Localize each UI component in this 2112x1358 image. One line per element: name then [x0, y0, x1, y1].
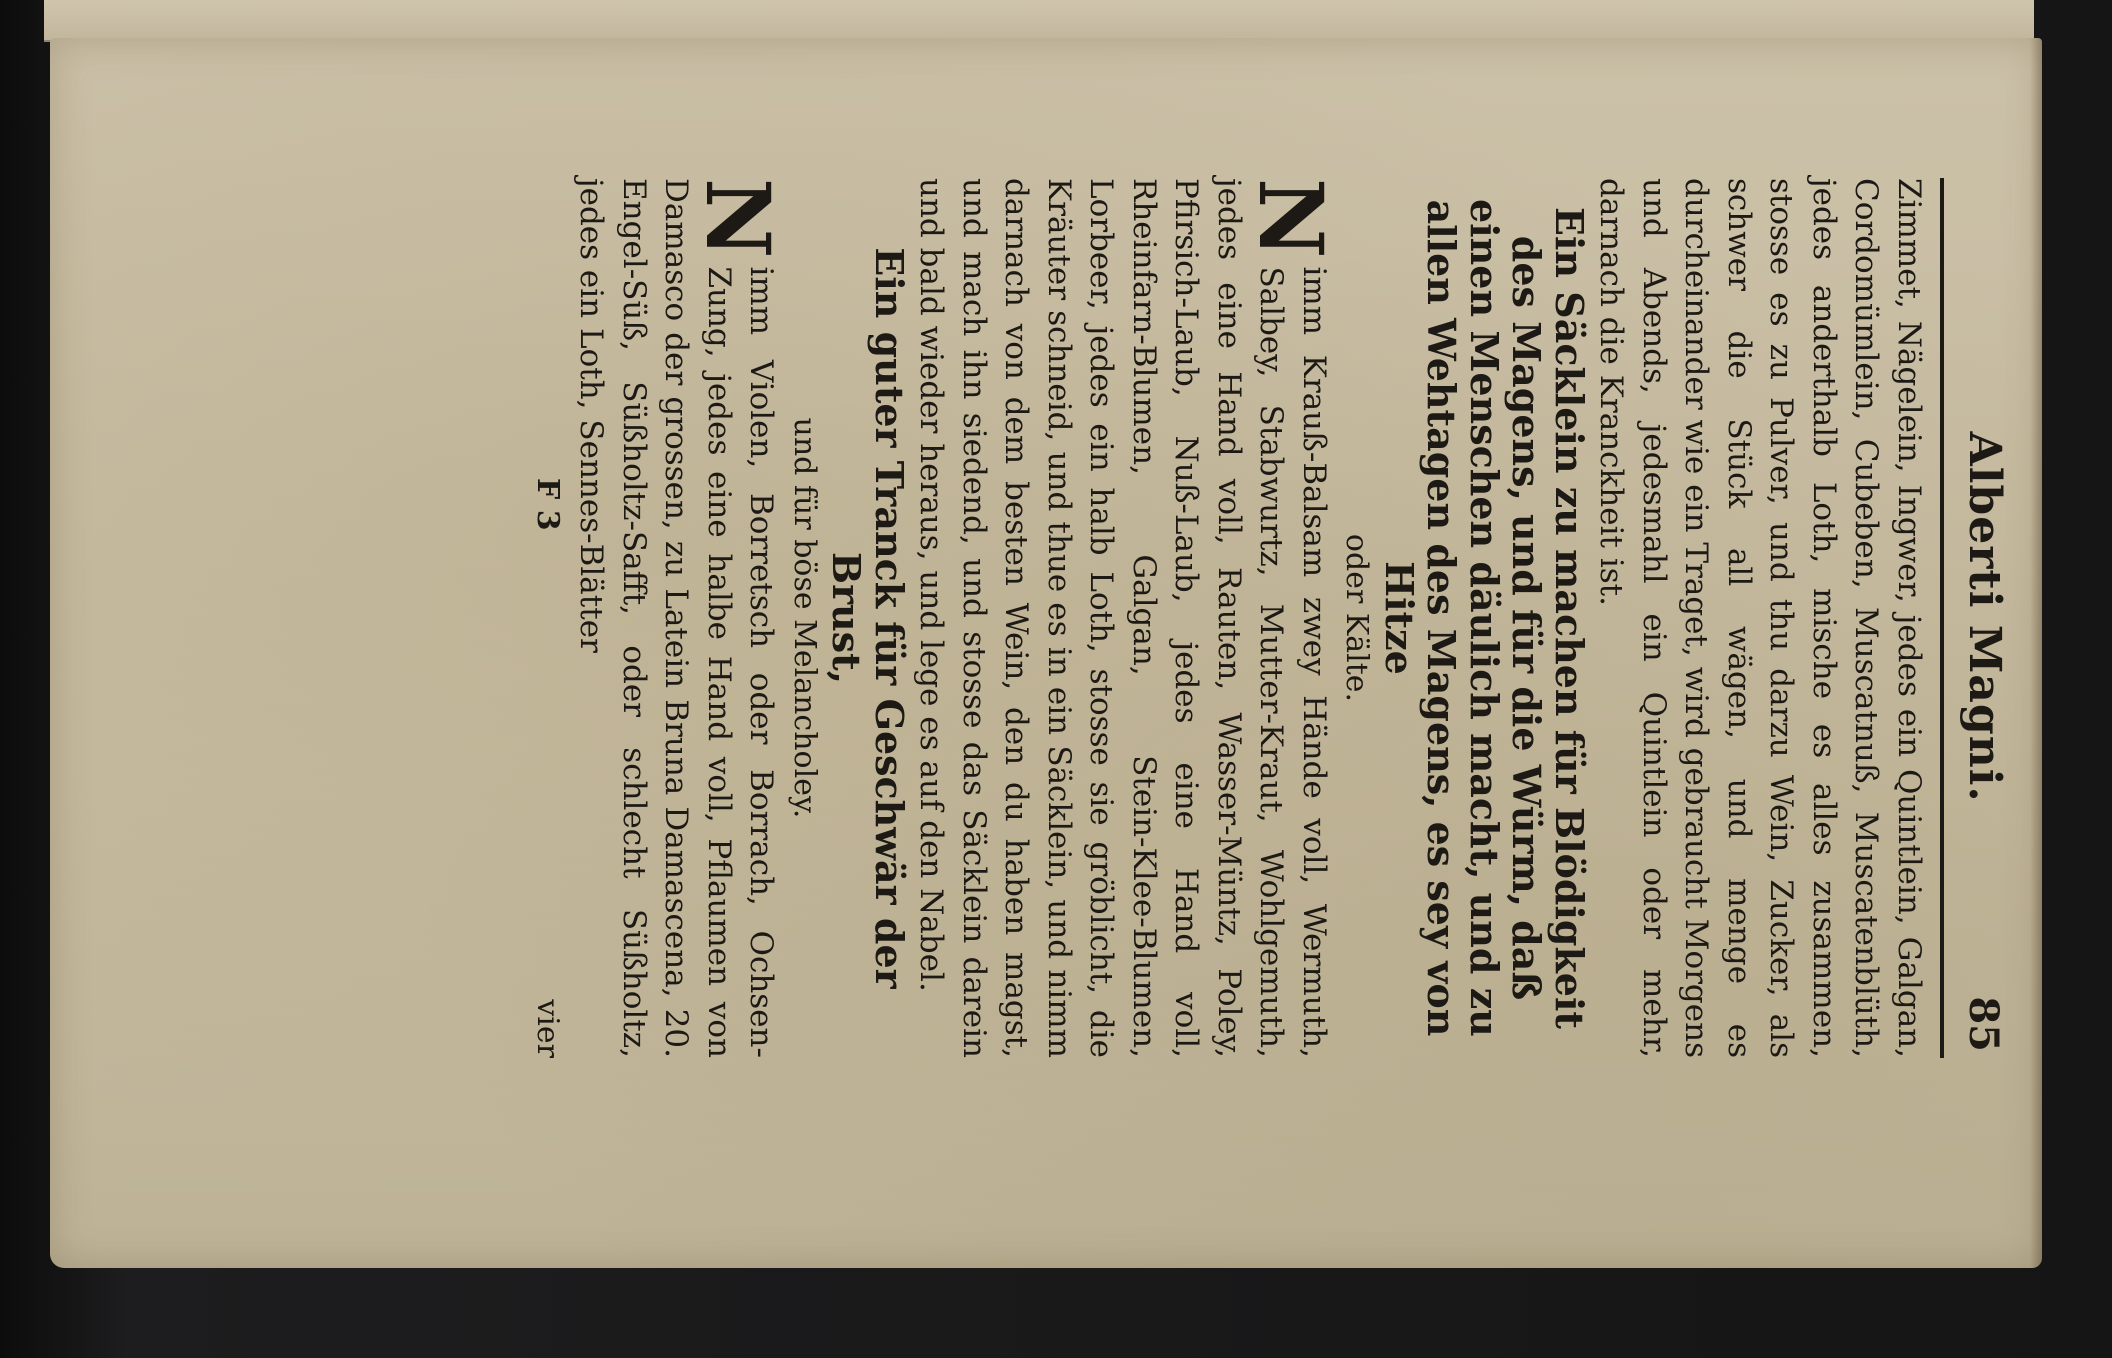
signature-mark: F 3 [530, 478, 565, 531]
rotated-text-block [526, 178, 2011, 1058]
page-footer [526, 178, 569, 1058]
underlying-page-edge [44, 0, 2034, 42]
paragraph-2 [910, 178, 1343, 1058]
paragraph-3-text: imm Violen, Borretsch oder Borrach, Ochsen-Zung, jedes eine halbe Hand voll, Pflaumen von Damasco der grossen, zu Latein Bruna Damascena, 20. Engel-Süß, Süßholtz-Safft, oder schlecht Süßholtz, jedes ein Loth, Sennes-Blätter [573, 178, 780, 1058]
page-shadow-edge [2030, 38, 2042, 1268]
recipe-heading-1: Ein Säcklein zu machen für Blödigkeit des Magens, und für die Würm, daß einen Menschen däulich macht, und zu allen Wehtagen des Magens, es sey von Hitze [1377, 199, 1592, 1037]
paragraph-1: Zimmet, Nägelein, Ingwer, jedes ein Quintlein, Galgan, Cordomümlein, Cubeben, Muscatnuß, Muscatenblüth, jedes anderthalb Loth, mische es alles zusammen, stosse es zu Pulver, und thu darzu Wein, Zucker, als schwer die Stück all wägen, und menge es durcheinander wie ein Traget, wird gebraucht Morgens und Abends, jedesmahl ein Quintlein oder mehr, darnach die Kranckheit ist. [1593, 178, 1927, 1058]
recipe-subheading-2: und für böse Melancholey. [787, 417, 822, 819]
running-head [1954, 178, 2010, 1058]
book-page [50, 38, 2042, 1268]
paragraph-3 [570, 178, 791, 1058]
running-title: Alberti Magni. [1959, 431, 2010, 803]
catchword: vier [530, 999, 565, 1058]
header-rule [1940, 178, 1944, 1058]
page-number: 85 [1960, 996, 2007, 1052]
dropcap-1: N [1239, 178, 1343, 259]
paragraph-2-text: imm Krauß-Balsam zwey Hände voll, Wermuth, Salbey, Stabwurtz, Mutter-Kraut, Wohlgemuth, jedes eine Hand voll, Rauten, Wasser-Müntz, Poley, Pfirsich-Laub, Nuß-Laub, jedes eine Hand voll, Rheinfarn-Blumen, Galgan, Stein-Klee-Blumen, Lorbeer, jedes ein halb Loth, stosse sie gröblicht, die Kräuter schneid, und thue es in ein Säcklein, und nimm darnach von dem besten Wein, den du haben magst, und mach ihn siedend, und stosse das Säcklein darein und bald wieder heraus, und lege es auf den Nabel. [913, 178, 1332, 1058]
dropcap-2: N [686, 178, 791, 259]
recipe-heading-2: Ein guter Tranck für Geschwär der Brust, [824, 247, 912, 989]
recipe-subheading-1: oder Kälte. [1339, 533, 1375, 703]
